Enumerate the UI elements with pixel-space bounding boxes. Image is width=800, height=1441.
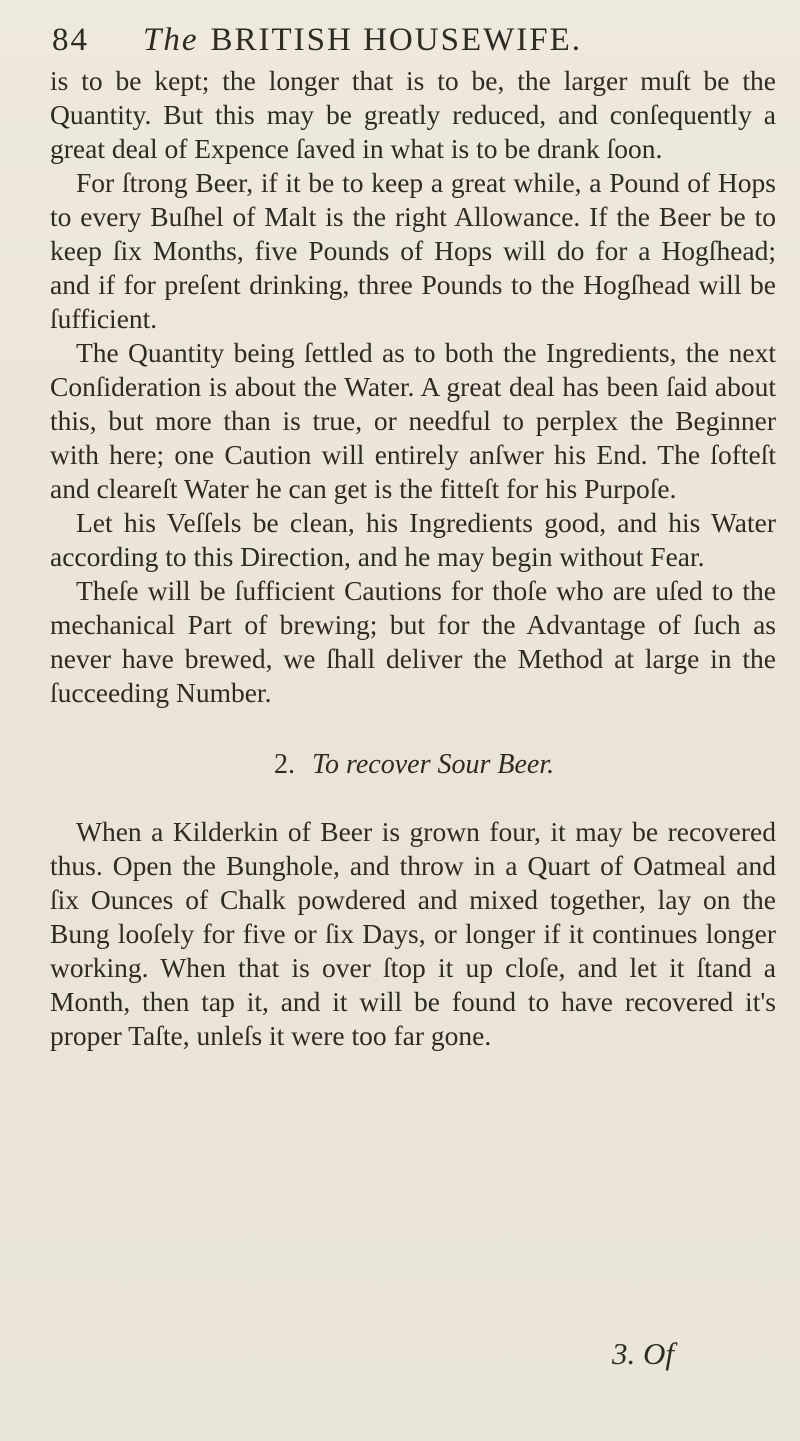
paragraph-water: The Quantity being ſettled as to both the Ingredients, the next Conſideration is about the Water. A great deal has been ſaid about this, but more than is true, or needful to perplex the Beginner with here; one Caution will entirely anſwer his End. The ſofteſt and cleareſt Water he can get is the fitteſt for his Purpoſe. [50,337,776,504]
paragraph-cautions: Theſe will be ſufficient Cautions for thoſe who are uſed to the mechanical Part of brewing; but for the Advantage of ſuch as never have brewed, we ſhall deliver the Method at large in the ſucceeding Number. [50,575,776,708]
body-text [50,64,776,1053]
section-title: To recover Sour Beer. [312,749,555,780]
paragraph-continuation: is to be kept; the longer that is to be, the larger muſt be the Quantity. But this may be greatly reduced, and conſequently a great deal of Expence ſaved in what is to be drank ſoon. [50,65,776,164]
paragraph-vessels: Let his Veſſels be clean, his Ingredients good, and his Water according to this Direction, and he may begin without Fear. [50,507,776,572]
running-header [52,22,760,59]
header-article: The [143,22,199,58]
section-heading [50,748,776,782]
section-number: 2. [274,749,295,780]
paragraph-strong-beer: For ſtrong Beer, if it be to keep a great while, a Pound of Hops to every Buſhel of Malt is the right Allowance. If the Beer be to keep ſix Months, five Pounds of Hops will do for a Hogſhead; and if for preſent drinking, three Pounds to the Hogſhead will be ſufficient. [50,167,776,334]
running-title: BRITISH HOUSEWIFE. [210,22,582,58]
paragraph-sour-beer: When a Kilderkin of Beer is grown four, it may be recovered thus. Open the Bunghole, and throw in a Quart of Oatmeal and ſix Ounces of Chalk powdered and mixed together, lay on the Bung looſely for five or ſix Days, or longer if it continues longer working. When that is over ſtop it up cloſe, and let it ſtand a Month, then tap it, and it will be found to have recovered it's proper Taſte, unleſs it were too far gone. [50,816,776,1051]
page-number: 84 [52,22,89,58]
catchword: 3. Of [612,1336,674,1371]
